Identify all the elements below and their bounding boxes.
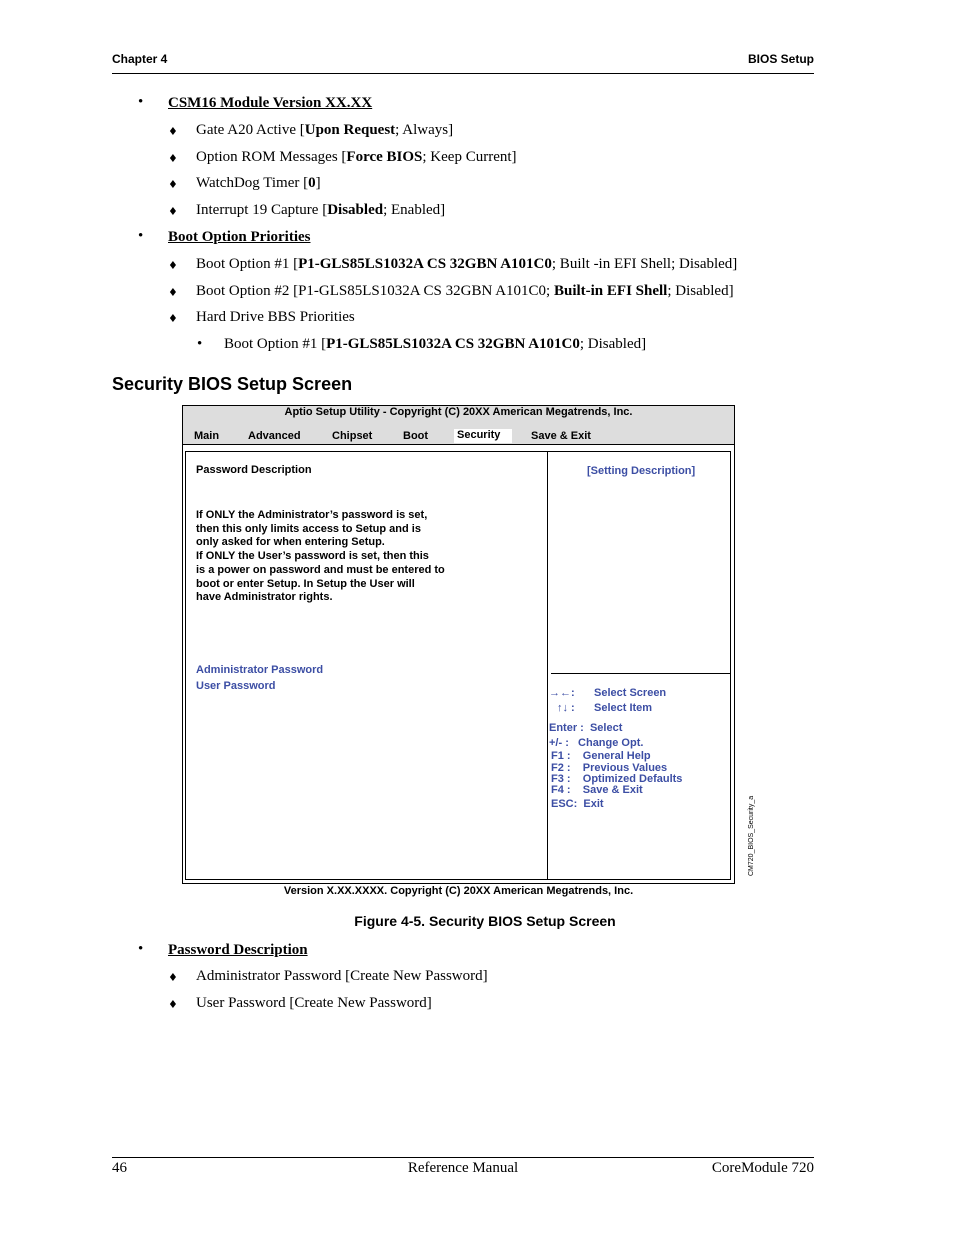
arrow-left-right-icon: →←:	[549, 687, 575, 699]
csm-item: Interrupt 19 Capture [Disabled; Enabled]	[196, 202, 446, 218]
bios-panel-divider	[547, 452, 548, 879]
boot-item: Hard Drive BBS Priorities	[196, 309, 355, 325]
key-select-item: Select Item	[594, 702, 653, 714]
key-f1: F1 : General Help	[551, 750, 651, 762]
tab-main[interactable]: Main	[194, 430, 220, 442]
diamond-bullet-icon: ♦	[168, 125, 178, 138]
csm-item: WatchDog Timer [0]	[196, 175, 321, 191]
key-enter: Enter : Select	[549, 722, 623, 734]
password-heading: Password Description	[168, 942, 308, 958]
diamond-bullet-icon: ♦	[168, 259, 178, 272]
footer-page-number: 46	[112, 1160, 127, 1176]
header-rule	[112, 73, 814, 74]
key-esc: ESC: Exit	[551, 798, 604, 810]
header-chapter: Chapter 4	[112, 52, 168, 66]
bios-content-frame	[185, 451, 731, 880]
diamond-bullet-icon: ♦	[168, 152, 178, 165]
help-line: boot or enter Setup. In Setup the User will	[196, 577, 415, 590]
footer-rule	[112, 1157, 814, 1158]
help-text-block	[196, 509, 445, 605]
help-line: only asked for when entering Setup.	[196, 536, 385, 549]
bios-footer: Version X.XX.XXXX. Copyright (C) 20XX American Megatrends, Inc.	[283, 885, 634, 897]
password-item: Administrator Password [Create New Password]	[196, 968, 488, 984]
section-title: Security BIOS Setup Screen	[112, 374, 353, 394]
boot-item: Boot Option #2 [P1-GLS85LS1032A CS 32GBN A101C0; Built-in EFI Shell; Disabled]	[196, 283, 734, 299]
bios-title: Aptio Setup Utility - Copyright (C) 20XX American Megatrends, Inc.	[284, 406, 633, 418]
setting-description: [Setting Description]	[587, 465, 696, 477]
boot-subitem: Boot Option #1 [P1-GLS85LS1032A CS 32GBN A101C0; Disabled]	[224, 336, 647, 352]
boot-heading: Boot Option Priorities	[168, 229, 311, 245]
bullet-dot: •	[138, 228, 144, 244]
key-f2: F2 : Previous Values	[551, 762, 668, 774]
tab-save-exit[interactable]: Save & Exit	[531, 430, 591, 442]
bios-top-bar	[183, 406, 734, 445]
tab-chipset[interactable]: Chipset	[332, 430, 373, 442]
help-line: have Administrator rights.	[196, 591, 333, 604]
figure-caption: Figure 4-5. Security BIOS Setup Screen	[354, 913, 616, 929]
footer-title: Reference Manual	[407, 1160, 519, 1176]
key-f3: F3 : Optimized Defaults	[551, 773, 683, 785]
tab-advanced[interactable]: Advanced	[248, 430, 301, 442]
bullet-dot: •	[138, 941, 144, 957]
footer-product: CoreModule 720	[711, 1160, 814, 1176]
boot-item: Boot Option #1 [P1-GLS85LS1032A CS 32GBN A101C0; Built -in EFI Shell; Disabled]	[196, 256, 738, 272]
password-description-title: Password Description	[196, 464, 312, 476]
key-select-screen: Select Screen	[594, 687, 667, 699]
diamond-bullet-icon: ♦	[168, 178, 178, 191]
key-change-opt: +/- : Change Opt.	[549, 737, 644, 749]
sub-bullet-dot: •	[197, 336, 203, 352]
help-line: then this only limits access to Setup and is	[196, 522, 421, 535]
help-line: If ONLY the User’s password is set, then this	[196, 550, 429, 563]
diamond-bullet-icon: ♦	[168, 205, 178, 218]
bullet-dot: •	[138, 94, 144, 110]
tab-boot[interactable]: Boot	[403, 430, 429, 442]
diamond-bullet-icon: ♦	[168, 998, 178, 1011]
figure-code: CM720_BIOS_Security_a	[748, 795, 755, 876]
user-password-item[interactable]: User Password	[196, 680, 276, 692]
csm-heading: CSM16 Module Version XX.XX	[168, 95, 373, 111]
help-line: is a power on password and must be entered to	[196, 563, 445, 576]
diamond-bullet-icon: ♦	[168, 286, 178, 299]
bios-help-rule	[551, 673, 731, 674]
key-f4: F4 : Save & Exit	[551, 784, 643, 796]
password-item: User Password [Create New Password]	[196, 995, 432, 1011]
bios-screen-figure	[182, 405, 755, 884]
csm-item: Gate A20 Active [Upon Request; Always]	[196, 122, 454, 138]
administrator-password-item[interactable]: Administrator Password	[196, 664, 324, 676]
help-line: If ONLY the Administrator’s password is set,	[196, 509, 428, 521]
diamond-bullet-icon: ♦	[168, 971, 178, 984]
diamond-bullet-icon: ♦	[168, 312, 178, 325]
header-section: BIOS Setup	[747, 52, 814, 66]
tab-security[interactable]: Security	[454, 429, 512, 443]
csm-item: Option ROM Messages [Force BIOS; Keep Current]	[196, 149, 517, 165]
arrow-up-down-icon: ↑↓ :	[557, 702, 575, 714]
